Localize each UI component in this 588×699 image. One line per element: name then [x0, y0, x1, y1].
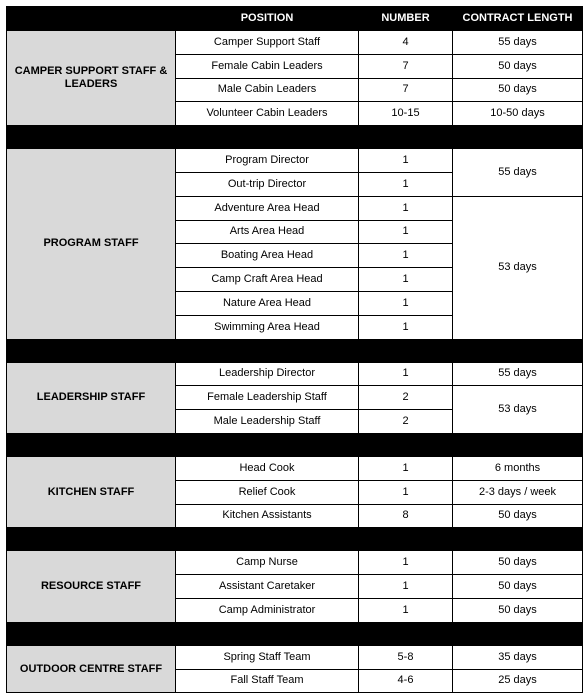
- position-cell: Assistant Caretaker: [176, 575, 359, 599]
- section-divider: [7, 433, 583, 456]
- table-header: [7, 7, 583, 31]
- table-row: [7, 362, 583, 386]
- number-cell: 1: [359, 551, 453, 575]
- position-cell: Program Director: [176, 149, 359, 173]
- divider-bar: [7, 528, 583, 551]
- contract-cell: 50 days: [453, 575, 583, 599]
- number-cell: 1: [359, 149, 453, 173]
- number-cell: 1: [359, 362, 453, 386]
- number-cell: 4: [359, 31, 453, 55]
- number-cell: 8: [359, 504, 453, 528]
- section-divider: [7, 126, 583, 149]
- number-cell: 1: [359, 291, 453, 315]
- contract-cell: 50 days: [453, 78, 583, 102]
- header-position: POSITION: [176, 7, 359, 31]
- contract-cell: 50 days: [453, 54, 583, 78]
- number-cell: 1: [359, 480, 453, 504]
- position-cell: Adventure Area Head: [176, 196, 359, 220]
- section-divider: [7, 622, 583, 645]
- contract-cell: 2-3 days / week: [453, 480, 583, 504]
- position-cell: Fall Staff Team: [176, 669, 359, 693]
- contract-cell: 53 days: [453, 386, 583, 434]
- number-cell: 2: [359, 386, 453, 410]
- number-cell: 7: [359, 78, 453, 102]
- table-row: [7, 31, 583, 55]
- contract-cell: 6 months: [453, 456, 583, 480]
- number-cell: 5-8: [359, 645, 453, 669]
- position-cell: Swimming Area Head: [176, 315, 359, 339]
- contract-cell: 25 days: [453, 669, 583, 693]
- position-cell: Camp Craft Area Head: [176, 268, 359, 292]
- section-divider: [7, 339, 583, 362]
- contract-cell: 53 days: [453, 196, 583, 339]
- position-cell: Arts Area Head: [176, 220, 359, 244]
- number-cell: 10-15: [359, 102, 453, 126]
- number-cell: 7: [359, 54, 453, 78]
- number-cell: 1: [359, 268, 453, 292]
- divider-bar: [7, 433, 583, 456]
- contract-cell: 55 days: [453, 149, 583, 197]
- number-cell: 1: [359, 315, 453, 339]
- position-cell: Out-trip Director: [176, 172, 359, 196]
- table-row: [7, 551, 583, 575]
- position-cell: Kitchen Assistants: [176, 504, 359, 528]
- position-cell: Female Leadership Staff: [176, 386, 359, 410]
- position-cell: Head Cook: [176, 456, 359, 480]
- number-cell: 1: [359, 575, 453, 599]
- divider-bar: [7, 339, 583, 362]
- position-cell: Volunteer Cabin Leaders: [176, 102, 359, 126]
- section-title-program: PROGRAM STAFF: [7, 149, 176, 339]
- position-cell: Boating Area Head: [176, 244, 359, 268]
- position-cell: Relief Cook: [176, 480, 359, 504]
- contract-cell: 50 days: [453, 598, 583, 622]
- contract-cell: 35 days: [453, 645, 583, 669]
- position-cell: Camp Nurse: [176, 551, 359, 575]
- number-cell: 4-6: [359, 669, 453, 693]
- position-cell: Spring Staff Team: [176, 645, 359, 669]
- header-category: [7, 7, 176, 31]
- position-cell: Camper Support Staff: [176, 31, 359, 55]
- number-cell: 1: [359, 196, 453, 220]
- position-cell: Nature Area Head: [176, 291, 359, 315]
- section-title-camper-support: CAMPER SUPPORT STAFF & LEADERS: [7, 31, 176, 126]
- header-number: NUMBER: [359, 7, 453, 31]
- section-title-kitchen: KITCHEN STAFF: [7, 456, 176, 527]
- contract-cell: 55 days: [453, 31, 583, 55]
- section-title-resource: RESOURCE STAFF: [7, 551, 176, 622]
- number-cell: 1: [359, 598, 453, 622]
- position-cell: Female Cabin Leaders: [176, 54, 359, 78]
- position-cell: Leadership Director: [176, 362, 359, 386]
- section-title-outdoor-centre: OUTDOOR CENTRE STAFF: [7, 645, 176, 693]
- contract-cell: 55 days: [453, 362, 583, 386]
- section-divider: [7, 528, 583, 551]
- table-row: [7, 645, 583, 669]
- staff-table: [6, 6, 583, 693]
- position-cell: Camp Administrator: [176, 598, 359, 622]
- divider-bar: [7, 622, 583, 645]
- position-cell: Male Cabin Leaders: [176, 78, 359, 102]
- number-cell: 1: [359, 456, 453, 480]
- contract-cell: 50 days: [453, 504, 583, 528]
- number-cell: 1: [359, 220, 453, 244]
- header-contract-length: CONTRACT LENGTH: [453, 7, 583, 31]
- table-row: [7, 149, 583, 173]
- number-cell: 2: [359, 410, 453, 434]
- table-row: [7, 456, 583, 480]
- position-cell: Male Leadership Staff: [176, 410, 359, 434]
- divider-bar: [7, 126, 583, 149]
- section-title-leadership: LEADERSHIP STAFF: [7, 362, 176, 433]
- contract-cell: 50 days: [453, 551, 583, 575]
- number-cell: 1: [359, 244, 453, 268]
- number-cell: 1: [359, 172, 453, 196]
- contract-cell: 10-50 days: [453, 102, 583, 126]
